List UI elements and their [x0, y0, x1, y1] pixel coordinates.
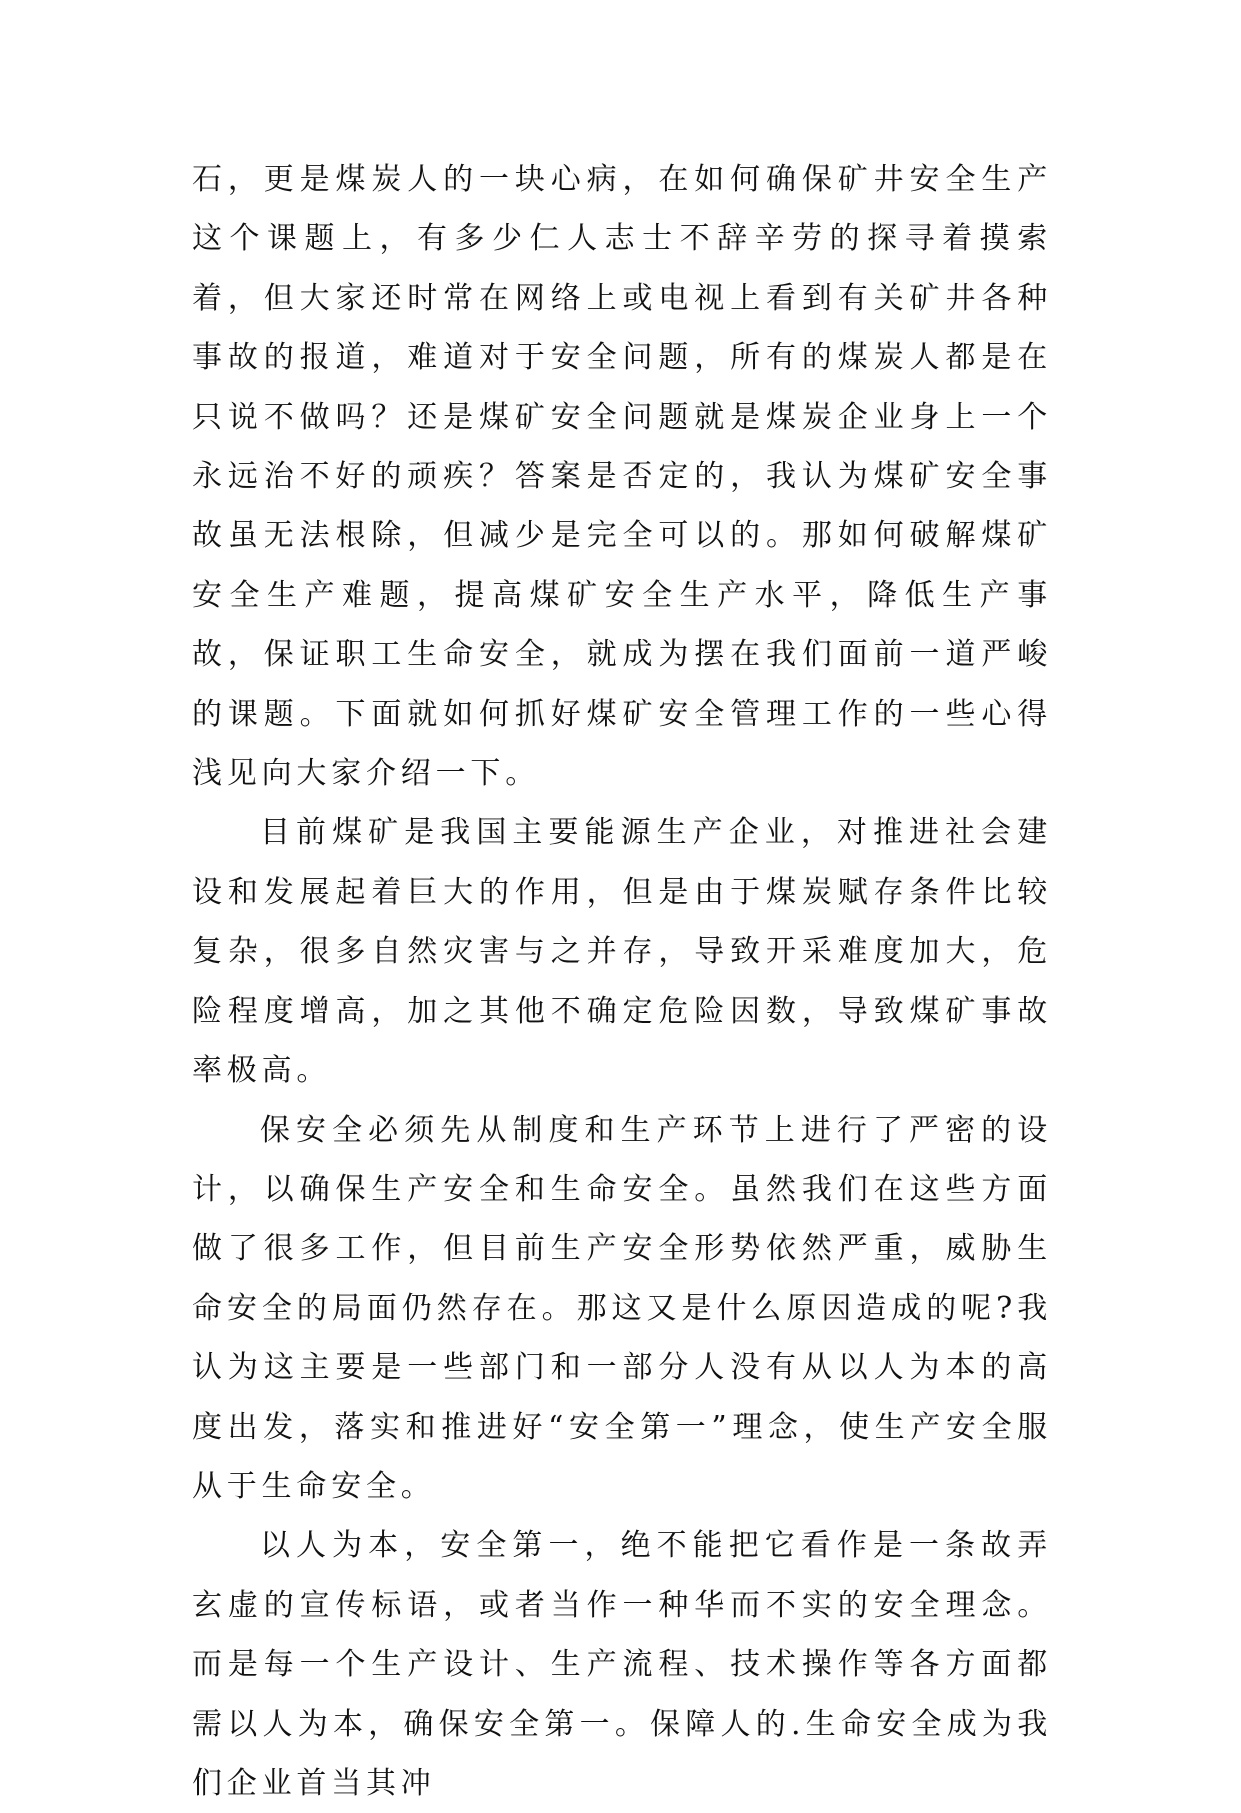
paragraph-4: 以人为本，安全第一，绝不能把它看作是一条故弄玄虚的宣传标语，或者当作一种华而不实的安全理念。而是每一个生产设计、生产流程、技术操作等各方面都需以人为本，确保安全第一。保障人的.生命安全成为我们企业首当其冲 — [192, 1528, 1052, 1801]
paragraph-2: 目前煤矿是我国主要能源生产企业，对推进社会建设和发展起着巨大的作用，但是由于煤炭赋存条件比较复杂，很多自然灾害与之并存，导致开采难度加大，危险程度增高，加之其他不确定危险因数，导致煤矿事故率极高。 — [192, 815, 1052, 1089]
paragraph-1: 石，更是煤炭人的一块心病，在如何确保矿井安全生产这个课题上，有多少仁人志士不辞辛劳的探寻着摸索着，但大家还时常在网络上或电视上看到有关矿井各种事故的报道，难道对于安全问题，所有的煤炭人都是在只说不做吗？还是煤矿安全问题就是煤炭企业身上一个永远治不好的顽疾？答案是否定的，我认为煤矿安全事故虽无法根除，但减少是完全可以的。那如何破解煤矿安全生产难题，提高煤矿安全生产水平，降低生产事故，保证职工生命安全，就成为摆在我们面前一道严峻的课题。下面就如何抓好煤矿安全管理工作的一些心得浅见向大家介绍一下。 — [192, 162, 1052, 792]
body-text — [192, 150, 1052, 1813]
paragraph-3: 保安全必须先从制度和生产环节上进行了严密的设计，以确保生产安全和生命安全。虽然我们在这些方面做了很多工作，但目前生产安全形势依然严重，威胁生命安全的局面仍然存在。那这又是什么原因造成的呢?我认为这主要是一些部门和一部分人没有从以人为本的高度出发，落实和推进好“安全第一”理念，使生产安全服从于生命安全。 — [192, 1112, 1052, 1504]
